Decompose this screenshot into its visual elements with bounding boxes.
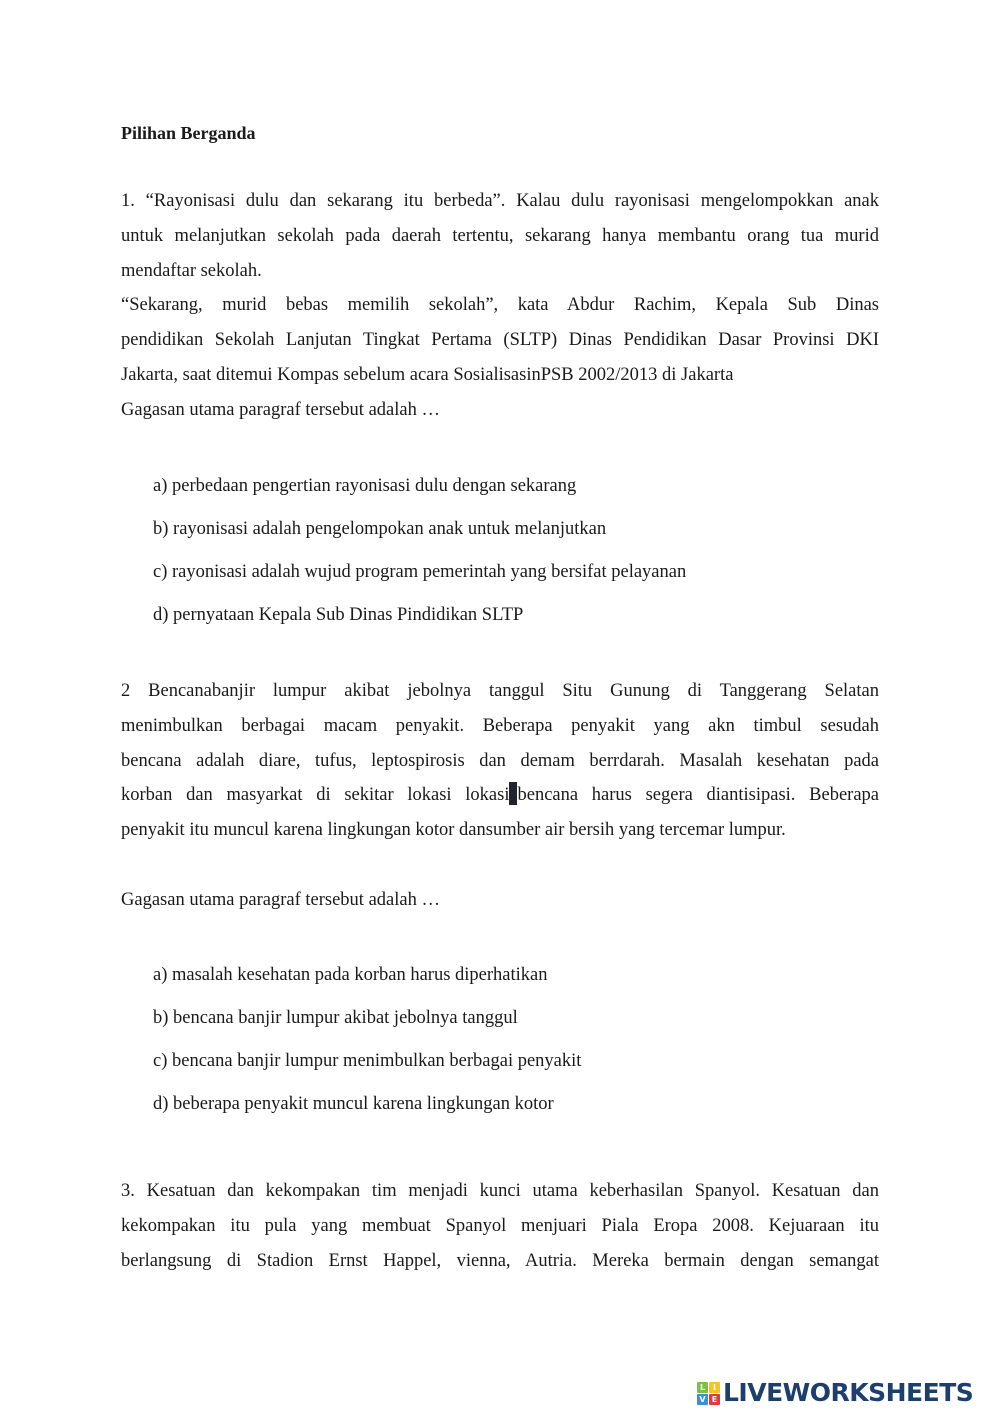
question-1-line: “Sekarang, murid bebas memilih sekolah”, kata Abdur Rachim, Kepala Sub Dinas [121, 295, 879, 316]
question-2-line: menimbulkan berbagai macam penyakit. Beberapa penyakit yang akn timbul sesudah [121, 715, 879, 736]
logo-text: LIVEWORKSHEETS [723, 1378, 974, 1407]
question-3-text [121, 1174, 879, 1278]
question-1-prompt: Gagasan utama paragraf tersebut adalah … [121, 399, 440, 420]
question-2-line: bencana adalah diare, tufus, leptospirosis dan demam berrdarah. Masalah kesehatan pada [121, 750, 879, 771]
question-2-line-part: bencana harus segera diantisipasi. Beberapa [517, 785, 879, 806]
option-d: d) beberapa penyakit muncul karena lingkungan kotor [153, 1094, 554, 1114]
question-1-line: mendaftar sekolah. [121, 260, 262, 281]
option-c: c) bencana banjir lumpur menimbulkan berbagai penyakit [153, 1051, 582, 1071]
question-2-line-part: korban dan masyarkat di sekitar lokasi lokasi [121, 785, 510, 806]
logo-icon [697, 1382, 720, 1405]
question-2-text [121, 674, 879, 848]
question-1-line: 1. “Rayonisasi dulu dan sekarang itu berbeda”. Kalau dulu rayonisasi mengelompokkan anak [121, 191, 879, 211]
option-d: d) pernyataan Kepala Sub Dinas Pindidikan SLTP [153, 605, 524, 625]
option-a: a) masalah kesehatan pada korban harus diperhatikan [153, 965, 548, 985]
option-c: c) rayonisasi adalah wujud program pemerintah yang bersifat pelayanan [153, 562, 687, 582]
question-2-line: penyakit itu muncul karena lingkungan kotor dansumber air bersih yang tercemar lumpur. [121, 820, 786, 841]
question-3-line: kekompakan itu pula yang membuat Spanyol menjuari Piala Eropa 2008. Kejuaraan itu [121, 1215, 879, 1236]
question-1-line: Jakarta, saat ditemui Kompas sebelum acara SosialisasinPSB 2002/2013 di Jakarta [121, 364, 734, 385]
question-2-line-with-cursor [121, 778, 879, 813]
question-2-prompt: Gagasan utama paragraf tersebut adalah … [121, 890, 440, 910]
section-title: Pilihan Berganda [121, 123, 256, 143]
logo-square-v: V [697, 1394, 708, 1405]
question-1-line: untuk melanjutkan sekolah pada daerah tertentu, sekarang hanya membantu orang tua murid [121, 225, 879, 246]
liveworksheets-logo [697, 1380, 973, 1406]
option-b: b) bencana banjir lumpur akibat jebolnya tanggul [153, 1008, 518, 1028]
question-2-line: 2 Bencanabanjir lumpur akibat jebolnya tanggul Situ Gunung di Tanggerang Selatan [121, 681, 879, 701]
logo-square-i: I [709, 1382, 720, 1393]
logo-square-l: L [697, 1382, 708, 1393]
question-3-line: berlangsung di Stadion Ernst Happel, vienna, Autria. Mereka bermain dengan semangat [121, 1250, 879, 1271]
option-a: a) perbedaan pengertian rayonisasi dulu dengan sekarang [153, 476, 577, 496]
option-b: b) rayonisasi adalah pengelompokan anak untuk melanjutkan [153, 519, 607, 539]
question-1-text [121, 184, 879, 428]
question-1-line: pendidikan Sekolah Lanjutan Tingkat Pertama (SLTP) Dinas Pendidikan Dasar Provinsi DKI [121, 330, 879, 351]
question-3-line: 3. Kesatuan dan kekompakan tim menjadi kunci utama keberhasilan Spanyol. Kesatuan dan [121, 1181, 879, 1201]
logo-square-e: E [709, 1394, 720, 1405]
